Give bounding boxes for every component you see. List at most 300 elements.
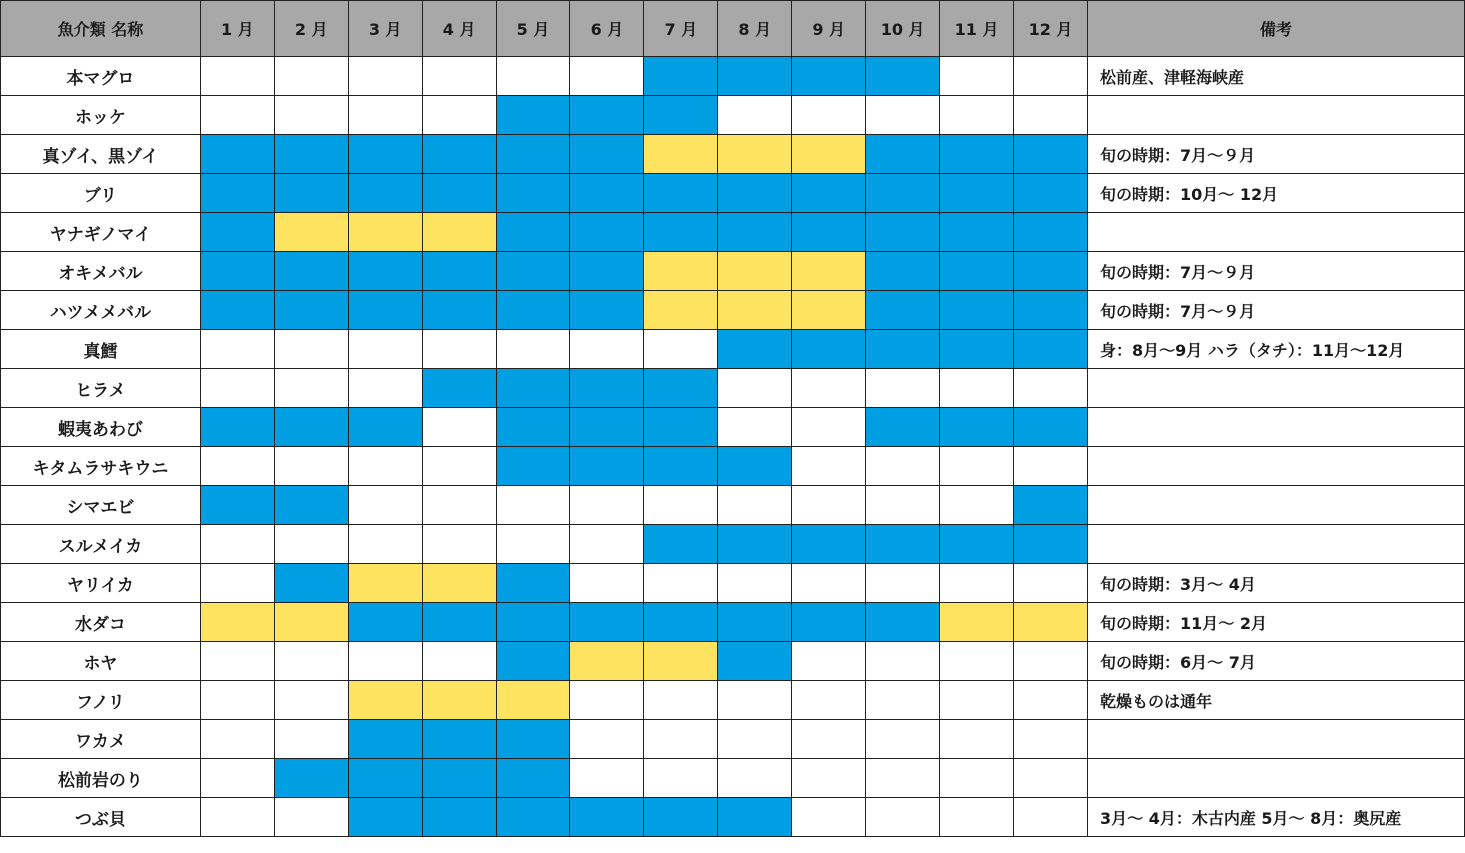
table-row [1,486,1465,525]
month-cell-2 [274,564,348,603]
month-cell-11 [940,603,1014,642]
month-cell-9 [792,603,866,642]
month-cell-12 [1014,486,1088,525]
month-cell-10 [866,57,940,96]
month-cell-6 [570,369,644,408]
month-cell-1 [200,252,274,291]
month-cell-3 [348,603,422,642]
month-cell-12 [1014,291,1088,330]
month-cell-5 [496,642,570,681]
table-row [1,408,1465,447]
month-cell-10 [866,447,940,486]
month-cell-10 [866,798,940,837]
month-cell-7 [644,408,718,447]
header-month-7: 7 月 [644,1,718,57]
note-cell: 3月～ 4月：木古内産 5月～ 8月：奥尻産 [1087,798,1464,837]
month-cell-5 [496,291,570,330]
month-cell-1 [200,603,274,642]
header-row [1,1,1465,57]
month-cell-3 [348,447,422,486]
table-row [1,759,1465,798]
month-cell-11 [940,447,1014,486]
month-cell-11 [940,486,1014,525]
month-cell-12 [1014,330,1088,369]
fish-name: ホヤ [1,642,201,681]
month-cell-2 [274,486,348,525]
month-cell-12 [1014,642,1088,681]
note-cell: 旬の時期：10月～ 12月 [1087,174,1464,213]
month-cell-4 [422,603,496,642]
month-cell-2 [274,720,348,759]
month-cell-12 [1014,525,1088,564]
header-notes: 備考 [1087,1,1464,57]
month-cell-3 [348,213,422,252]
month-cell-2 [274,525,348,564]
month-cell-11 [940,213,1014,252]
month-cell-2 [274,408,348,447]
fish-name: オキメバル [1,252,201,291]
note-cell [1087,720,1464,759]
month-cell-2 [274,798,348,837]
month-cell-5 [496,408,570,447]
month-cell-2 [274,252,348,291]
month-cell-11 [940,369,1014,408]
month-cell-8 [718,330,792,369]
month-cell-5 [496,720,570,759]
month-cell-10 [866,525,940,564]
month-cell-7 [644,135,718,174]
month-cell-1 [200,447,274,486]
month-cell-12 [1014,213,1088,252]
fish-name: 本マグロ [1,57,201,96]
month-cell-2 [274,174,348,213]
table-row [1,525,1465,564]
note-cell: 身：8月～9月 ハラ（タチ）：11月～12月 [1087,330,1464,369]
fish-name: ブリ [1,174,201,213]
month-cell-8 [718,291,792,330]
month-cell-11 [940,252,1014,291]
month-cell-3 [348,798,422,837]
month-cell-4 [422,369,496,408]
header-name: 魚介類 名称 [1,1,201,57]
month-cell-10 [866,603,940,642]
table-row [1,57,1465,96]
month-cell-5 [496,135,570,174]
note-cell [1087,96,1464,135]
fish-name: ヒラメ [1,369,201,408]
month-cell-5 [496,57,570,96]
month-cell-8 [718,798,792,837]
fish-name: キタムラサキウニ [1,447,201,486]
month-cell-3 [348,252,422,291]
month-cell-6 [570,174,644,213]
month-cell-7 [644,486,718,525]
month-cell-11 [940,57,1014,96]
month-cell-11 [940,135,1014,174]
month-cell-6 [570,603,644,642]
month-cell-12 [1014,564,1088,603]
note-cell [1087,759,1464,798]
note-cell [1087,408,1464,447]
month-cell-8 [718,681,792,720]
month-cell-9 [792,564,866,603]
month-cell-1 [200,330,274,369]
month-cell-7 [644,57,718,96]
header-month-9: 9 月 [792,1,866,57]
month-cell-10 [866,252,940,291]
fish-name: つぶ貝 [1,798,201,837]
fish-name: ワカメ [1,720,201,759]
table-row [1,720,1465,759]
table-row [1,798,1465,837]
month-cell-10 [866,642,940,681]
month-cell-7 [644,252,718,291]
month-cell-4 [422,96,496,135]
month-cell-6 [570,447,644,486]
fish-name: ハツメメバル [1,291,201,330]
month-cell-11 [940,96,1014,135]
month-cell-1 [200,369,274,408]
month-cell-2 [274,96,348,135]
table-row [1,603,1465,642]
month-cell-12 [1014,369,1088,408]
month-cell-7 [644,291,718,330]
month-cell-12 [1014,96,1088,135]
month-cell-8 [718,174,792,213]
month-cell-3 [348,330,422,369]
month-cell-1 [200,486,274,525]
table-row [1,564,1465,603]
table-row [1,291,1465,330]
month-cell-5 [496,759,570,798]
month-cell-9 [792,681,866,720]
month-cell-10 [866,369,940,408]
month-cell-6 [570,408,644,447]
month-cell-6 [570,642,644,681]
note-cell [1087,213,1464,252]
month-cell-7 [644,564,718,603]
header-month-11: 11 月 [940,1,1014,57]
month-cell-4 [422,720,496,759]
month-cell-5 [496,447,570,486]
month-cell-10 [866,486,940,525]
month-cell-4 [422,447,496,486]
month-cell-6 [570,564,644,603]
month-cell-8 [718,603,792,642]
note-cell [1087,525,1464,564]
month-cell-3 [348,681,422,720]
month-cell-9 [792,252,866,291]
month-cell-11 [940,174,1014,213]
month-cell-11 [940,681,1014,720]
month-cell-8 [718,135,792,174]
month-cell-8 [718,213,792,252]
month-cell-4 [422,564,496,603]
header-month-4: 4 月 [422,1,496,57]
note-cell: 旬の時期：7月～９月 [1087,135,1464,174]
month-cell-10 [866,564,940,603]
month-cell-4 [422,408,496,447]
month-cell-4 [422,798,496,837]
fish-name: 水ダコ [1,603,201,642]
month-cell-7 [644,642,718,681]
table-row [1,252,1465,291]
month-cell-4 [422,252,496,291]
month-cell-3 [348,525,422,564]
month-cell-10 [866,408,940,447]
month-cell-1 [200,759,274,798]
fish-name: フノリ [1,681,201,720]
month-cell-3 [348,408,422,447]
month-cell-12 [1014,174,1088,213]
month-cell-4 [422,642,496,681]
month-cell-8 [718,57,792,96]
month-cell-5 [496,798,570,837]
month-cell-7 [644,174,718,213]
month-cell-3 [348,369,422,408]
month-cell-4 [422,330,496,369]
note-cell: 旬の時期：6月～ 7月 [1087,642,1464,681]
month-cell-7 [644,759,718,798]
month-cell-8 [718,720,792,759]
header-month-6: 6 月 [570,1,644,57]
month-cell-2 [274,603,348,642]
month-cell-11 [940,525,1014,564]
month-cell-7 [644,369,718,408]
month-cell-1 [200,681,274,720]
month-cell-2 [274,681,348,720]
fish-name: ヤリイカ [1,564,201,603]
month-cell-5 [496,603,570,642]
month-cell-1 [200,291,274,330]
month-cell-11 [940,564,1014,603]
month-cell-6 [570,798,644,837]
fish-name: 松前岩のり [1,759,201,798]
month-cell-3 [348,135,422,174]
header-month-10: 10 月 [866,1,940,57]
month-cell-2 [274,642,348,681]
month-cell-10 [866,135,940,174]
table-row [1,330,1465,369]
month-cell-1 [200,720,274,759]
header-month-12: 12 月 [1014,1,1088,57]
month-cell-8 [718,96,792,135]
month-cell-10 [866,213,940,252]
month-cell-7 [644,681,718,720]
month-cell-6 [570,291,644,330]
table-row [1,681,1465,720]
month-cell-9 [792,96,866,135]
month-cell-5 [496,96,570,135]
note-cell: 旬の時期：3月～ 4月 [1087,564,1464,603]
month-cell-5 [496,330,570,369]
month-cell-3 [348,486,422,525]
month-cell-9 [792,369,866,408]
month-cell-1 [200,525,274,564]
month-cell-6 [570,135,644,174]
month-cell-2 [274,213,348,252]
month-cell-6 [570,759,644,798]
note-cell: 旬の時期：7月～９月 [1087,291,1464,330]
month-cell-8 [718,408,792,447]
month-cell-12 [1014,720,1088,759]
month-cell-12 [1014,759,1088,798]
month-cell-3 [348,57,422,96]
month-cell-12 [1014,798,1088,837]
month-cell-12 [1014,447,1088,486]
month-cell-10 [866,96,940,135]
month-cell-3 [348,291,422,330]
month-cell-7 [644,96,718,135]
month-cell-9 [792,291,866,330]
month-cell-4 [422,135,496,174]
month-cell-9 [792,759,866,798]
month-cell-12 [1014,603,1088,642]
month-cell-8 [718,759,792,798]
month-cell-7 [644,447,718,486]
month-cell-12 [1014,408,1088,447]
month-cell-2 [274,369,348,408]
month-cell-6 [570,681,644,720]
month-cell-9 [792,174,866,213]
month-cell-6 [570,525,644,564]
month-cell-11 [940,408,1014,447]
month-cell-4 [422,213,496,252]
month-cell-7 [644,525,718,564]
month-cell-1 [200,213,274,252]
month-cell-9 [792,525,866,564]
month-cell-4 [422,525,496,564]
month-cell-10 [866,330,940,369]
month-cell-1 [200,408,274,447]
month-cell-9 [792,798,866,837]
table-body [1,57,1465,837]
month-cell-9 [792,408,866,447]
month-cell-8 [718,369,792,408]
note-cell [1087,486,1464,525]
month-cell-11 [940,330,1014,369]
table-row [1,96,1465,135]
note-cell [1087,369,1464,408]
month-cell-9 [792,135,866,174]
month-cell-7 [644,720,718,759]
month-cell-11 [940,642,1014,681]
month-cell-6 [570,486,644,525]
month-cell-8 [718,486,792,525]
month-cell-4 [422,57,496,96]
month-cell-7 [644,213,718,252]
month-cell-9 [792,213,866,252]
month-cell-4 [422,681,496,720]
month-cell-11 [940,720,1014,759]
month-cell-9 [792,720,866,759]
month-cell-6 [570,57,644,96]
month-cell-9 [792,57,866,96]
month-cell-8 [718,642,792,681]
month-cell-12 [1014,252,1088,291]
month-cell-2 [274,291,348,330]
month-cell-1 [200,642,274,681]
fish-name: ヤナギノマイ [1,213,201,252]
month-cell-8 [718,564,792,603]
month-cell-4 [422,174,496,213]
month-cell-9 [792,447,866,486]
month-cell-10 [866,174,940,213]
month-cell-6 [570,252,644,291]
table-row [1,447,1465,486]
month-cell-4 [422,291,496,330]
month-cell-1 [200,135,274,174]
month-cell-2 [274,447,348,486]
month-cell-1 [200,564,274,603]
month-cell-6 [570,330,644,369]
note-cell [1087,447,1464,486]
header-month-1: 1 月 [200,1,274,57]
month-cell-4 [422,486,496,525]
month-cell-5 [496,681,570,720]
header-month-3: 3 月 [348,1,422,57]
month-cell-3 [348,174,422,213]
month-cell-5 [496,213,570,252]
month-cell-5 [496,564,570,603]
header-month-5: 5 月 [496,1,570,57]
month-cell-12 [1014,681,1088,720]
month-cell-3 [348,564,422,603]
month-cell-9 [792,330,866,369]
month-cell-11 [940,759,1014,798]
month-cell-2 [274,330,348,369]
month-cell-2 [274,135,348,174]
month-cell-3 [348,96,422,135]
month-cell-8 [718,525,792,564]
fish-name: ホッケ [1,96,201,135]
note-cell: 乾燥ものは通年 [1087,681,1464,720]
month-cell-8 [718,252,792,291]
month-cell-12 [1014,135,1088,174]
note-cell: 旬の時期：11月～ 2月 [1087,603,1464,642]
month-cell-10 [866,759,940,798]
fish-name: 真鱈 [1,330,201,369]
month-cell-3 [348,759,422,798]
table-row [1,369,1465,408]
fish-name: 真ゾイ、黒ゾイ [1,135,201,174]
month-cell-8 [718,447,792,486]
fish-name: スルメイカ [1,525,201,564]
table-row [1,135,1465,174]
month-cell-6 [570,720,644,759]
month-cell-9 [792,486,866,525]
month-cell-5 [496,525,570,564]
month-cell-11 [940,291,1014,330]
month-cell-1 [200,96,274,135]
month-cell-9 [792,642,866,681]
month-cell-2 [274,57,348,96]
month-cell-11 [940,798,1014,837]
note-cell: 松前産、津軽海峡産 [1087,57,1464,96]
month-cell-2 [274,759,348,798]
month-cell-4 [422,759,496,798]
month-cell-5 [496,174,570,213]
month-cell-10 [866,720,940,759]
month-cell-3 [348,720,422,759]
header-month-8: 8 月 [718,1,792,57]
month-cell-7 [644,798,718,837]
table-row [1,174,1465,213]
month-cell-7 [644,603,718,642]
month-cell-1 [200,174,274,213]
table-row [1,213,1465,252]
month-cell-3 [348,642,422,681]
